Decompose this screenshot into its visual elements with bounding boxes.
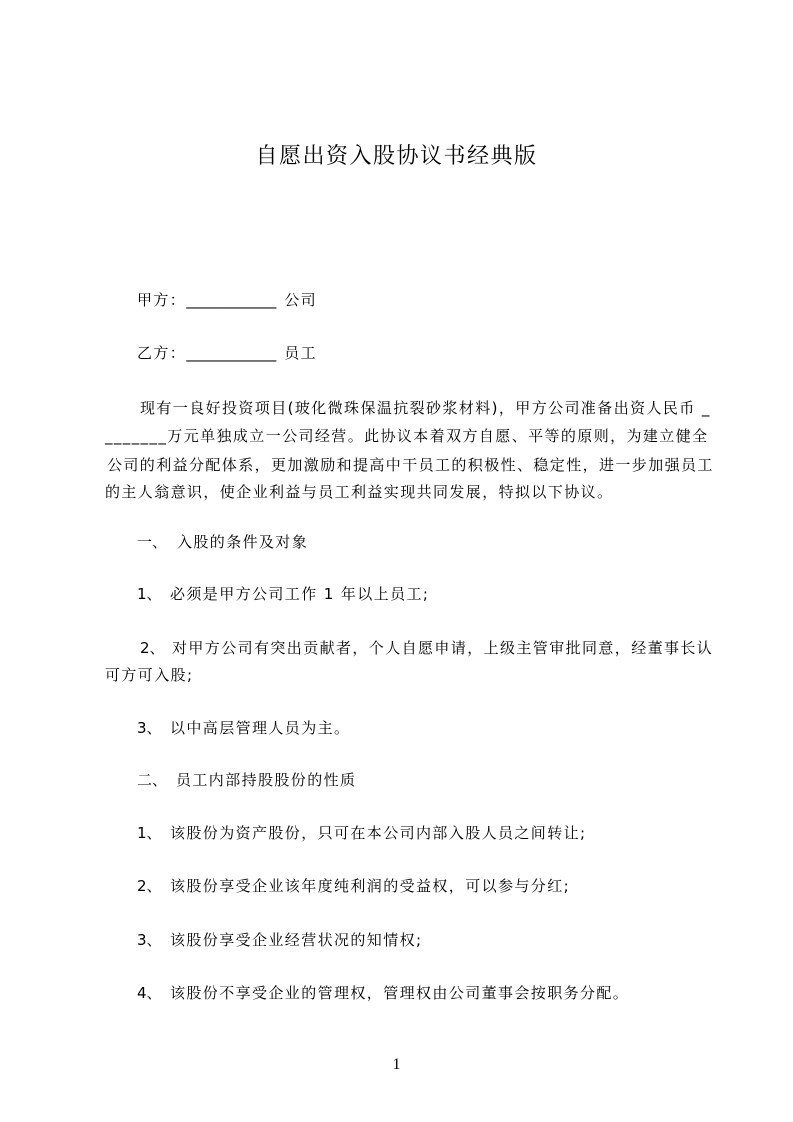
- intro-line: _______万元单独成立一公司经营。此协议本着双方自愿、平等的原则，为建立健全: [105, 427, 709, 445]
- party-a-label: 甲方：: [137, 291, 187, 309]
- clause-number: 2、: [140, 639, 165, 657]
- intro-line: 公司的利益分配体系，更加激励和提高中干员工的积极性、稳定性，进一步加强员工: [107, 456, 714, 474]
- intro-line: 现有一良好投资项目(玻化微珠保温抗裂砂浆材料)，甲方公司准备出资人民币 _: [140, 399, 711, 417]
- clause-item: [140, 638, 713, 658]
- clause-number: 4、: [137, 984, 162, 1002]
- party-a-role: 公司: [284, 291, 318, 309]
- clause-number: 3、: [137, 719, 162, 737]
- party-b-role: 员工: [284, 344, 318, 362]
- section-title: 员工内部持股股份的性质: [176, 771, 357, 789]
- party-b-blank: ____________: [186, 344, 277, 362]
- clause-number: 2、: [137, 877, 162, 895]
- clause-item: [137, 930, 422, 950]
- clause-text: 该股份为资产股份，只可在本公司内部入股人员之间转让;: [170, 824, 587, 842]
- clause-text: 该股份享受企业该年度纯利润的受益权，可以参与分红;: [170, 877, 571, 895]
- clause-item: [137, 823, 586, 843]
- clause-number: 1、: [137, 824, 162, 842]
- clause-text: 该股份享受企业经营状况的知情权;: [170, 931, 423, 949]
- clause-continuation: 可方可入股;: [105, 666, 194, 684]
- clause-text: 必须是甲方公司工作 1 年以上员工;: [170, 585, 430, 603]
- clause-item: [137, 584, 429, 604]
- clause-item: [137, 876, 570, 896]
- clause-text: 该股份不享受企业的管理权，管理权由公司董事会按职务分配。: [170, 984, 630, 1002]
- party-b-line: [137, 343, 317, 363]
- clause-item: [137, 718, 350, 738]
- page-number: 1: [392, 1056, 401, 1073]
- document-title: 自愿出资入股协议书经典版: [255, 144, 538, 169]
- section-heading: [137, 532, 308, 552]
- intro-line: 的主人翁意识，使企业利益与员工利益实现共同发展，特拟以下协议。: [105, 483, 614, 501]
- party-b-label: 乙方：: [137, 344, 187, 362]
- clause-text: 以中高层管理人员为主。: [170, 719, 351, 737]
- party-a-blank: ____________: [186, 291, 277, 309]
- party-a-line: [137, 290, 317, 310]
- section-heading: [137, 770, 356, 790]
- clause-item: [137, 983, 629, 1003]
- clause-number: 3、: [137, 931, 162, 949]
- clause-number: 1、: [137, 585, 162, 603]
- section-number: 二、: [137, 771, 168, 789]
- section-number: 一、: [137, 533, 168, 551]
- section-title: 入股的条件及对象: [177, 533, 309, 551]
- clause-text: 对甲方公司有突出贡献者，个人自愿申请，上级主管审批同意，经董事长认: [172, 639, 714, 657]
